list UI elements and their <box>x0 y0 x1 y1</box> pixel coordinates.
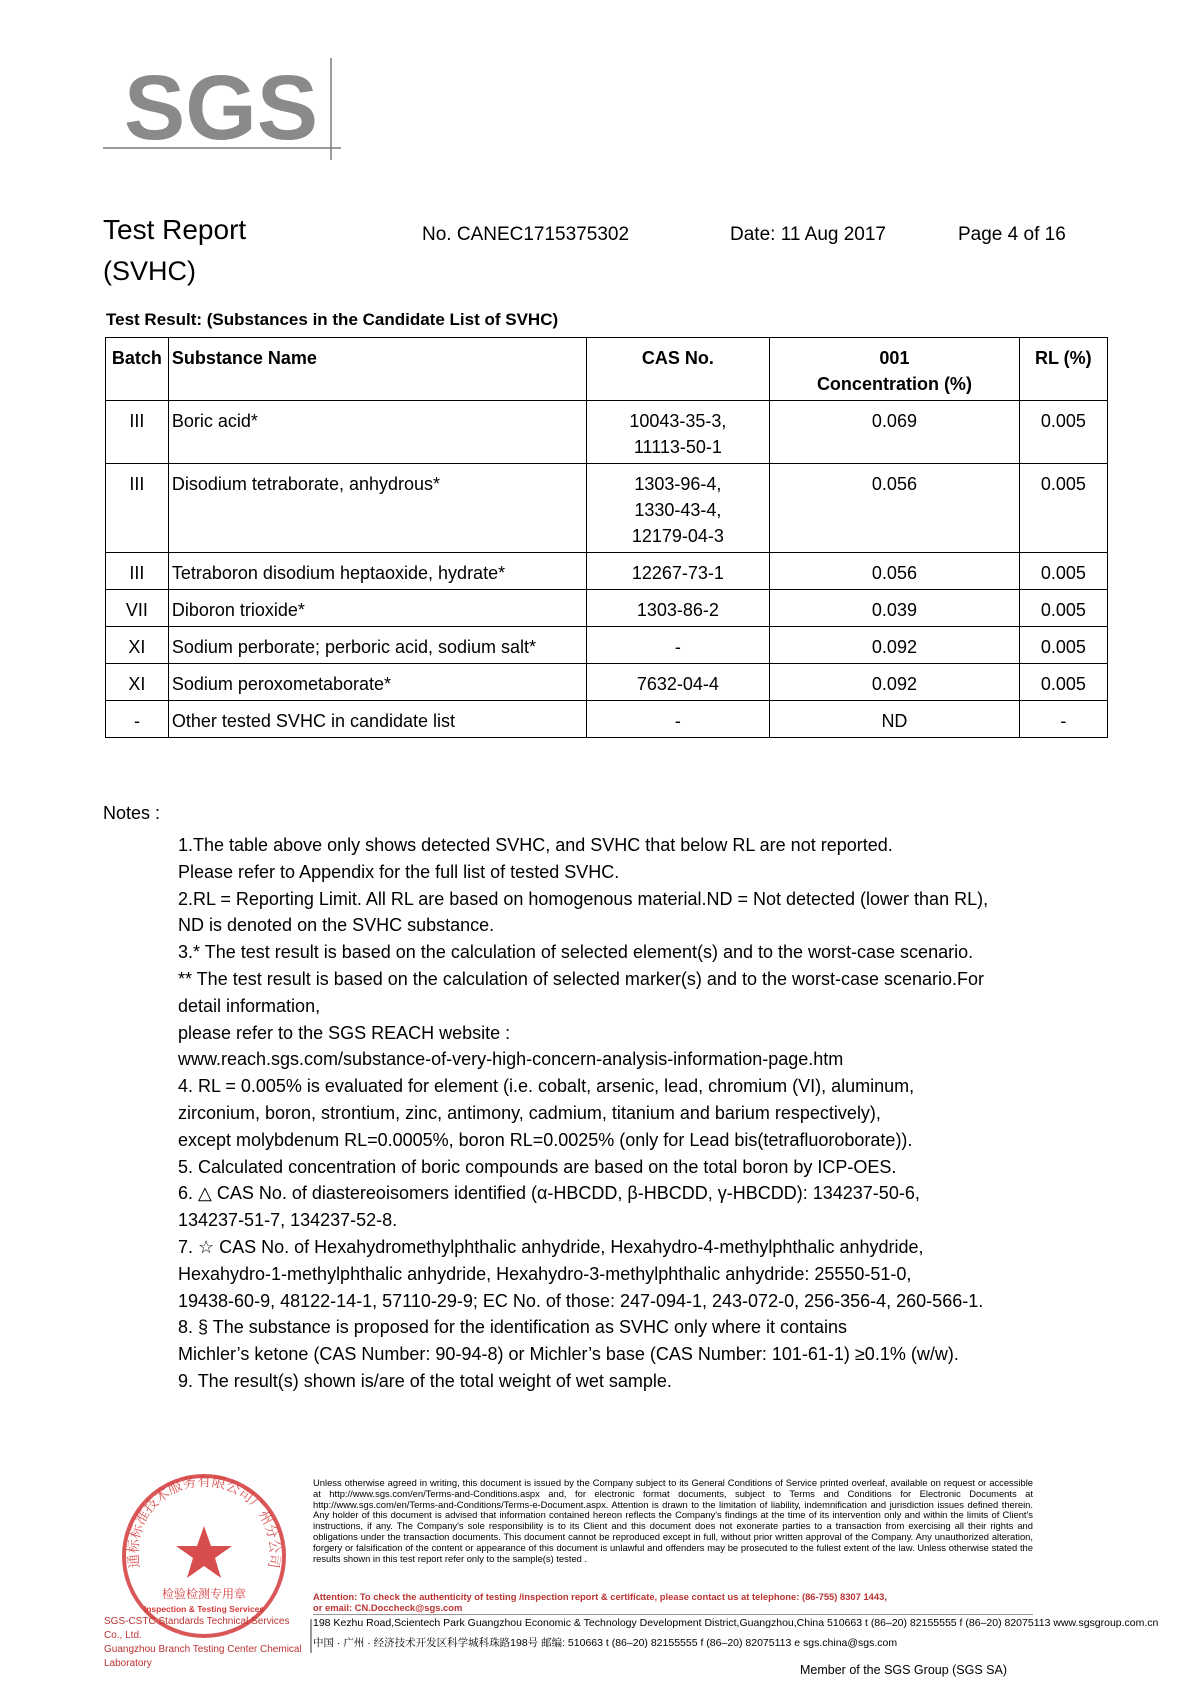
cas-cell <box>586 664 770 701</box>
table-row <box>106 627 1108 664</box>
cas-cell <box>586 553 770 590</box>
note-line: 3.* The test result is based on the calculation of selected element(s) and to the worst-case scenario. <box>178 942 974 963</box>
note-line: www.reach.sgs.com/substance-of-very-high-concern-analysis-information-page.htm <box>178 1049 844 1070</box>
test-result-title: Test Result: (Substances in the Candidate List of SVHC) <box>106 310 559 329</box>
cas-cell <box>586 464 770 553</box>
authenticity-notice: Attention: To check the authenticity of testing /inspection report & certificate, please contact us at telephone: (86-755) 8307 1443, or email: CN.Doccheck@sgs.com <box>313 1591 887 1613</box>
batch-cell: III <box>106 553 169 590</box>
batch-cell: III <box>106 401 169 464</box>
cas-number: 11113-50-1 <box>633 437 722 457</box>
note-line: 2.RL = Reporting Limit. All RL are based on homogenous material.ND = Not detected (lower than RL), <box>178 888 989 909</box>
table-header-row <box>106 338 1108 401</box>
substance-name-cell: Diboron trioxide* <box>168 590 586 627</box>
page-number: Page 4 of 16 <box>958 224 1066 245</box>
batch-cell: III <box>106 464 169 553</box>
batch-cell: - <box>106 701 169 738</box>
address-divider <box>310 1619 312 1653</box>
col-substance-header: Substance Name <box>168 338 586 401</box>
note-line: 5. Calculated concentration of boric compounds are based on the total boron by ICP-OES. <box>178 1156 897 1177</box>
rl-cell: 0.005 <box>1019 464 1107 553</box>
batch-cell: VII <box>106 590 169 627</box>
results-table <box>105 337 1108 738</box>
substance-name-cell: Disodium tetraborate, anhydrous* <box>168 464 586 553</box>
rl-cell: 0.005 <box>1019 401 1107 464</box>
note-line: please refer to the SGS REACH website : <box>178 1022 511 1043</box>
table-row <box>106 401 1108 464</box>
table-row <box>106 553 1108 590</box>
note-line: 6. △ CAS No. of diastereoisomers identified (α-HBCDD, β-HBCDD, γ-HBCDD): 134237-50-6, <box>178 1183 920 1204</box>
note-line: zirconium, boron, strontium, zinc, antimony, cadmium, titanium and barium respectively), <box>178 1102 881 1123</box>
note-line: 9. The result(s) shown is/are of the total weight of wet sample. <box>178 1370 672 1391</box>
concentration-cell: 0.056 <box>770 464 1020 553</box>
note-line: 7. ☆ CAS No. of Hexahydromethylphthalic anhydride, Hexahydro-4-methylphthalic anhydride, <box>178 1236 924 1257</box>
svg-text:Inspection & Testing Services: Inspection & Testing Services <box>143 1604 265 1614</box>
note-line: Michler’s ketone (CAS Number: 90-94-8) or Michler’s base (CAS Number: 101-61-1) ≥0.1% (w/w). <box>178 1344 959 1365</box>
cas-number: - <box>674 637 681 657</box>
concentration-cell: 0.039 <box>770 590 1020 627</box>
rl-cell: 0.005 <box>1019 590 1107 627</box>
col-rl-header: RL (%) <box>1019 338 1107 401</box>
table-row <box>106 701 1108 738</box>
report-date: Date: 11 Aug 2017 <box>730 224 886 245</box>
note-line: ** The test result is based on the calculation of selected marker(s) and to the worst-case scenario.For <box>178 968 985 989</box>
svg-text:SGS: SGS <box>123 57 319 159</box>
concentration-label: Concentration (%) <box>816 374 972 394</box>
svg-text:通标标准技术服务有限公司广州分公司: 通标标准技术服务有限公司广州分公司 <box>125 1473 283 1570</box>
substance-name-cell: Tetraboron disodium heptaoxide, hydrate* <box>168 553 586 590</box>
address-english: 198 Kezhu Road,Scientech Park Guangzhou Economic & Technology Development District,Guangzhou,China 510663 t (86–20) 82155555 f (86–20) 82075113 www.sgsgroup.com.cn <box>313 1617 1159 1629</box>
table-row <box>106 464 1108 553</box>
substance-name-cell: Other tested SVHC in candidate list <box>168 701 586 738</box>
report-subtitle: (SVHC) <box>103 256 196 286</box>
note-line: 19438-60-9, 48122-14-1, 57110-29-9; EC No. of those: 247-094-1, 243-072-0, 256-356-4, 260-566-1. <box>178 1290 984 1311</box>
address-chinese: 中国 · 广州 · 经济技术开发区科学城科珠路198号 邮编: 510663 t (86–20) 82155555 f (86–20) 82075113 e sgs.china@sgs.com <box>313 1637 898 1649</box>
substance-name-cell: Sodium perborate; perboric acid, sodium salt* <box>168 627 586 664</box>
address-block <box>313 1614 1159 1655</box>
cas-number: 1303-86-2 <box>636 600 719 620</box>
cas-cell <box>586 590 770 627</box>
concentration-cell: ND <box>770 701 1020 738</box>
rl-cell: 0.005 <box>1019 664 1107 701</box>
lab-name: SGS-CSTC Standards Technical Services Co., Ltd. Guangzhou Branch Testing Center Chemical Laboratory <box>104 1616 302 1669</box>
note-line: 8. § The substance is proposed for the identification as SVHC only where it contains <box>178 1317 848 1338</box>
concentration-cell: 0.056 <box>770 553 1020 590</box>
notes-list <box>178 832 1108 1395</box>
cas-number: 12267-73-1 <box>631 563 724 583</box>
cas-number: 7632-04-4 <box>636 674 719 694</box>
rl-cell: - <box>1019 701 1107 738</box>
rl-cell: 0.005 <box>1019 553 1107 590</box>
note-line: Please refer to Appendix for the full list of tested SVHC. <box>178 861 620 882</box>
notes-heading: Notes : <box>103 803 161 823</box>
cas-number: 1330-43-4, <box>634 500 722 520</box>
report-number: No. CANEC1715375302 <box>422 224 630 245</box>
batch-cell: XI <box>106 627 169 664</box>
note-line: Hexahydro-1-methylphthalic anhydride, Hexahydro-3-methylphthalic anhydride: 25550-51-0, <box>178 1263 912 1284</box>
table-row <box>106 590 1108 627</box>
disclaimer-text: Unless otherwise agreed in writing, this document is issued by the Company subject to its General Conditions of Service printed overleaf, available on request or accessible at http://www.sgs.com/en/Terms-and-Conditions.aspx and, for electronic format documents, subject to Terms and Conditions for Electronic Documents at http://www.sgs.com/en/Terms-and-Conditions/Terms-e-Document.aspx. Attention is drawn to the limitation of liability, indemnification and jurisdiction issues defined therein. Any holder of this document is advised that information contained hereon reflects the Company's findings at the time of its intervention only and within the limits of Client's instructions, if any. The Company's sole responsibility is to its Client and this document does not exonerate parties to a transaction from exercising all their rights and obligations under the transaction documents. This document cannot be reproduced except in full, without prior written approval of the Company. Any unauthorized alteration, forgery or falsification of the content or appearance of this document is unlawful and offenders may be prosecuted to the fullest extent of the law. Unless otherwise stated the results shown in this test report refer only to the sample(s) tested . <box>313 1477 1033 1564</box>
sample-id: 001 <box>879 348 910 368</box>
concentration-cell: 0.092 <box>770 627 1020 664</box>
col-batch-header: Batch <box>106 338 169 401</box>
substance-name-cell: Boric acid* <box>168 401 586 464</box>
col-concentration-header <box>770 338 1020 401</box>
member-line: Member of the SGS Group (SGS SA) <box>800 1663 1008 1677</box>
svg-text:检验检测专用章: 检验检测专用章 <box>161 1587 247 1601</box>
col-cas-header: CAS No. <box>586 338 770 401</box>
note-line: except molybdenum RL=0.0005%, boron RL=0.0025% (only for Lead bis(tetrafluoroborate)). <box>178 1129 913 1150</box>
sgs-logo <box>103 56 356 160</box>
cas-number: - <box>674 711 681 731</box>
cas-number: 10043-35-3, <box>629 411 727 431</box>
cas-cell <box>586 701 770 738</box>
report-title: Test Report <box>103 214 247 245</box>
rl-cell: 0.005 <box>1019 627 1107 664</box>
cas-cell <box>586 627 770 664</box>
cas-number: 1303-96-4, <box>634 474 722 494</box>
cas-cell <box>586 401 770 464</box>
note-line: 1.The table above only shows detected SVHC, and SVHC that below RL are not reported. <box>178 835 893 855</box>
cas-number: 12179-04-3 <box>631 526 724 546</box>
concentration-cell: 0.069 <box>770 401 1020 464</box>
note-line: detail information, <box>178 995 321 1016</box>
concentration-cell: 0.092 <box>770 664 1020 701</box>
note-line: 134237-51-7, 134237-52-8. <box>178 1210 398 1231</box>
substance-name-cell: Sodium peroxometaborate* <box>168 664 586 701</box>
note-line: 4. RL = 0.005% is evaluated for element (i.e. cobalt, arsenic, lead, chromium (VI), aluminum, <box>178 1076 915 1097</box>
table-row <box>106 664 1108 701</box>
note-line: ND is denoted on the SVHC substance. <box>178 915 495 936</box>
batch-cell: XI <box>106 664 169 701</box>
